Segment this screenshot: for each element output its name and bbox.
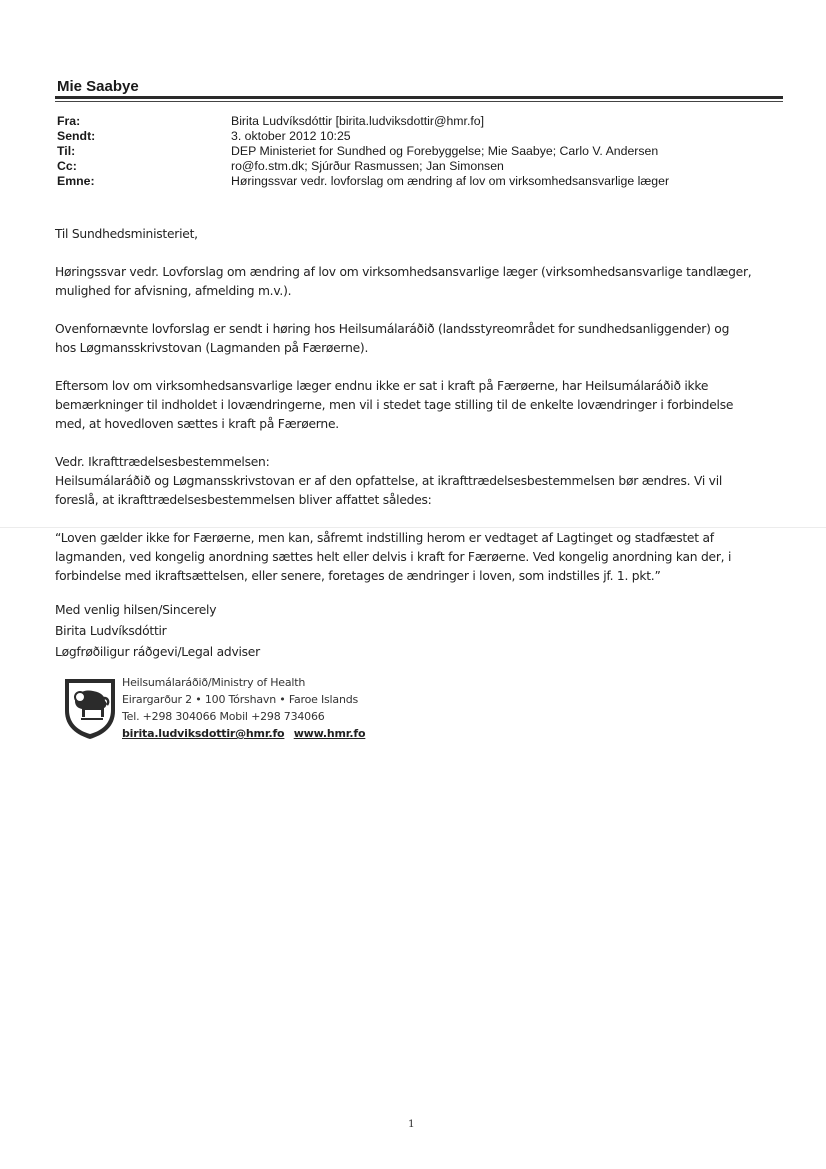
- text-line: bemærkninger til indholdet i lovændringerne, men vil i stedet tage stilling til de enkelte lovændringer i forbindelse: [55, 398, 734, 412]
- signer-name: Birita Ludvíksdóttir: [55, 624, 167, 638]
- paragraph-2: [55, 320, 785, 358]
- text-line: med, at hovedloven sættes i kraft på Færøerne.: [55, 417, 339, 431]
- signature-block: [63, 674, 463, 754]
- paragraph-4: [55, 453, 785, 510]
- header-cc-row: [57, 159, 777, 174]
- header-label: Fra:: [57, 114, 81, 128]
- text-line: mulighed for afvisning, afmelding m.v.).: [55, 284, 292, 298]
- text-line: forbindelse med ikraftsættelsen, eller senere, foretages de ændringer i loven, som indstilles jf. 1. pkt.”: [55, 569, 661, 583]
- header-from-row: [57, 114, 777, 129]
- coat-of-arms-ram-icon: [63, 677, 117, 741]
- email-link[interactable]: birita.ludviksdottir@hmr.fo: [122, 727, 285, 740]
- organization-address: Eirargarður 2 • 100 Tórshavn • Faroe Islands: [122, 693, 359, 706]
- paragraph-5-quote: [55, 529, 785, 586]
- text-line: Eftersom lov om virksomhedsansvarlige læger endnu ikke er sat i kraft på Færøerne, har Heilsumálaráðið ikke: [55, 379, 709, 393]
- sender-heading: Mie Saabye: [57, 78, 139, 95]
- text-line: Vedr. Ikrafttrædelsesbestemmelsen:: [55, 455, 270, 469]
- header-cc-value: ro@fo.stm.dk; Sjúrður Rasmussen; Jan Simonsen: [231, 159, 504, 173]
- header-rule-thin: [55, 101, 783, 102]
- header-subject-row: [57, 174, 777, 189]
- header-to-value: DEP Ministeriet for Sundhed og Forebyggelse; Mie Saabye; Carlo V. Andersen: [231, 144, 659, 158]
- header-rule-thick: [55, 96, 783, 99]
- text-line: Høringssvar vedr. Lovforslag om ændring af lov om virksomhedsansvarlige læger (virksomhedsansvarlige tandlæger,: [55, 265, 752, 279]
- page-number: 1: [408, 1118, 415, 1130]
- header-label: Sendt:: [57, 129, 96, 143]
- header-subject-value: Høringssvar vedr. lovforslag om ændring af lov om virksomhedsansvarlige læger: [231, 174, 670, 188]
- text-line: lagmanden, ved kongelig anordning sættes helt eller delvis i kraft for Færøerne. Ved kongelig anordning kan der, i: [55, 550, 732, 564]
- text-line: Heilsumálaráðið og Løgmansskrivstovan er af den opfattelse, at ikrafttrædelsesbestemmelsen bør ændres. Vi vil: [55, 474, 723, 488]
- header-sent-row: [57, 129, 777, 144]
- phone-numbers: Tel. +298 304066 Mobil +298 734066: [122, 710, 325, 723]
- paragraph-3: [55, 377, 785, 434]
- paragraph-1: [55, 263, 785, 301]
- website-link[interactable]: www.hmr.fo: [293, 727, 366, 740]
- signature-links: [122, 725, 371, 742]
- organization-name: Heilsumálaráðið/Ministry of Health: [122, 676, 306, 689]
- text-line: hos Løgmansskrivstovan (Lagmanden på Færøerne).: [55, 341, 369, 355]
- signature-contact: [122, 674, 371, 742]
- header-to-row: [57, 144, 777, 159]
- closing: Med venlig hilsen/Sincerely: [55, 603, 217, 617]
- header-label: Emne:: [57, 174, 95, 188]
- header-sent-value: 3. oktober 2012 10:25: [231, 129, 351, 143]
- text-line: foreslå, at ikrafttrædelsesbestemmelsen bliver affattet således:: [55, 493, 432, 507]
- header-label: Til:: [57, 144, 76, 158]
- email-header-fields: [57, 114, 777, 189]
- header-label: Cc:: [57, 159, 77, 173]
- greeting: Til Sundhedsministeriet,: [55, 227, 198, 241]
- text-line: Ovenfornævnte lovforslag er sendt i høring hos Heilsumálaráðið (landsstyreområdet for sundhedsanliggender) og: [55, 322, 730, 336]
- header-from-value: Birita Ludvíksdóttir [birita.ludviksdottir@hmr.fo]: [231, 114, 485, 128]
- signer-title: Løgfrøðiligur ráðgevi/Legal adviser: [55, 645, 260, 659]
- scan-artifact-line: [0, 527, 826, 528]
- email-body: [55, 225, 785, 663]
- text-line: “Loven gælder ikke for Færøerne, men kan, såfremt indstilling herom er vedtaget af Lagtinget og stadfæstet af: [55, 531, 714, 545]
